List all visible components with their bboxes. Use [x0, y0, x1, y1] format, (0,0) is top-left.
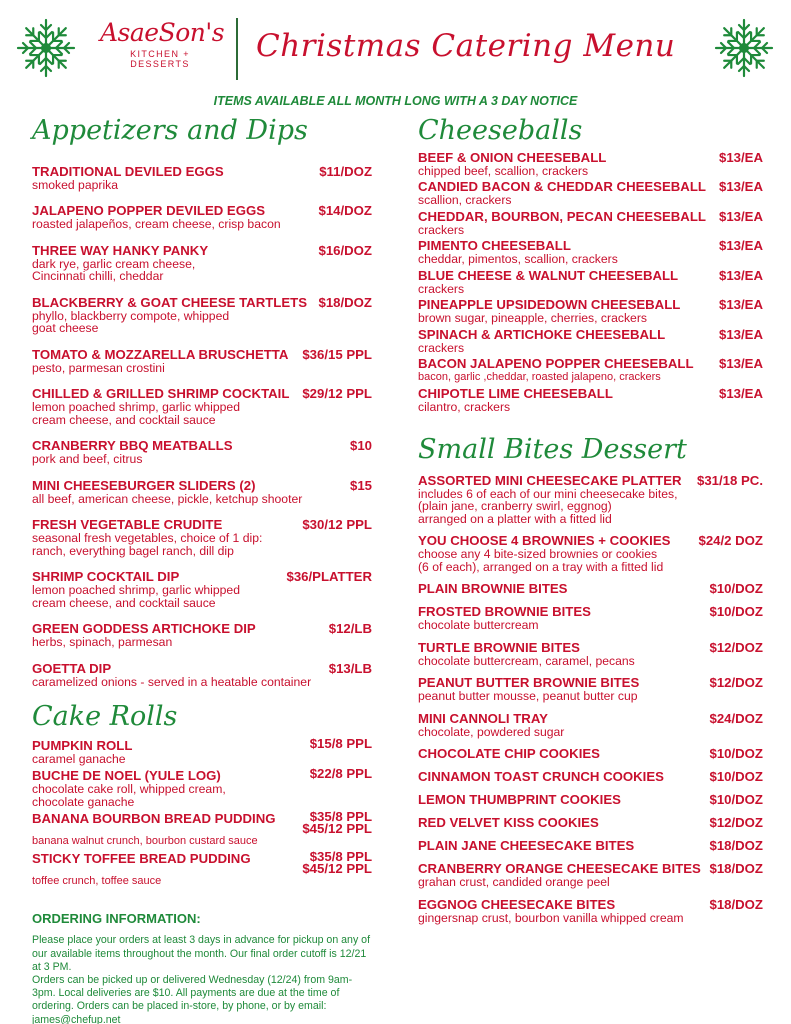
item-name: FRESH VEGETABLE CRUDITE — [32, 517, 223, 533]
item-price: $10/DOZ — [709, 581, 763, 597]
menu-item-row — [32, 438, 372, 453]
menu-item-row — [32, 621, 372, 636]
menu-item-row — [418, 150, 763, 165]
section-title-cheeseballs: Cheeseballs — [418, 115, 583, 146]
item-name: CRANBERRY BBQ MEATBALLS — [32, 438, 233, 454]
snowflake-icon — [712, 16, 776, 80]
item-description: roasted jalapeños, cream cheese, crisp bacon — [32, 217, 281, 232]
logo-name: AsaeSon's — [100, 18, 225, 47]
item-description: choose any 4 bite-sized brownies or cookies (6 of each), arranged on a tray with a fitted lid — [418, 547, 664, 574]
item-description: peanut butter mousse, peanut butter cup — [418, 689, 638, 704]
menu-item-row — [418, 268, 763, 283]
item-description: crackers — [418, 281, 465, 296]
menu-item-row — [418, 327, 763, 342]
item-price: $24/2 DOZ — [698, 533, 763, 549]
item-description: cheddar, pimentos, scallion, crackers — [418, 252, 618, 267]
menu-item — [418, 386, 763, 414]
item-description: cilantro, crackers — [418, 399, 511, 414]
menu-item — [32, 386, 372, 426]
menu-item-row — [32, 768, 372, 783]
menu-item — [418, 297, 763, 325]
item-description: herbs, spinach, parmesan — [32, 635, 173, 650]
logo-subtitle: KITCHEN + DESSERTS — [130, 49, 190, 69]
item-description: chocolate, powdered sugar — [418, 724, 565, 739]
item-price: $18/DOZ — [709, 838, 763, 854]
menu-item-row — [418, 640, 763, 655]
menu-item — [418, 769, 763, 784]
item-name: TURTLE BROWNIE BITES — [418, 639, 580, 655]
item-name: BLACKBERRY & GOAT CHEESE TARTLETS — [32, 294, 307, 310]
menu-item — [32, 735, 372, 766]
item-price: $18/DOZ — [318, 294, 372, 310]
menu-item — [32, 347, 372, 375]
menu-item-row — [32, 295, 372, 310]
menu-item — [32, 661, 372, 689]
item-name: BANANA BOURBON BREAD PUDDING — [32, 811, 276, 827]
menu-item — [418, 640, 763, 668]
item-description: pork and beef, citrus — [32, 452, 143, 467]
item-name: CHEDDAR, BOURBON, PECAN CHEESEBALL — [418, 208, 706, 224]
menu-item-row — [418, 746, 763, 761]
item-name: PLAIN JANE CHEESECAKE BITES — [418, 838, 635, 854]
item-price: $36/PLATTER — [286, 569, 372, 585]
menu-item-row — [418, 711, 763, 726]
item-description: dark rye, garlic cream cheese, Cincinnati chilli, cheddar — [32, 256, 196, 284]
item-name: PEANUT BUTTER BROWNIE BITES — [418, 675, 640, 691]
item-price: $10/DOZ — [709, 769, 763, 785]
item-description: smoked paprika — [32, 177, 119, 192]
page-title: Christmas Catering Menu — [256, 28, 676, 64]
item-name: SPINACH & ARTICHOKE CHEESEBALL — [418, 326, 666, 342]
item-price: $15/8 PPL — [309, 735, 372, 751]
item-name: FROSTED BROWNIE BITES — [418, 604, 591, 620]
item-price: $13/EA — [719, 267, 763, 283]
menu-item-row — [418, 838, 763, 853]
item-description: chocolate buttercream — [418, 618, 539, 633]
menu-item-row — [418, 356, 763, 371]
item-price: $13/EA — [719, 297, 763, 313]
item-price: $12/DOZ — [709, 639, 763, 655]
menu-item-row — [32, 661, 372, 676]
menu-item-row — [32, 517, 372, 532]
item-price: $36/15 PPL — [302, 346, 372, 362]
item-name: GREEN GODDESS ARTICHOKE DIP — [32, 621, 256, 637]
item-name: PINEAPPLE UPSIDEDOWN CHEESEBALL — [418, 297, 681, 313]
item-description: grahan crust, candided orange peel — [418, 875, 610, 890]
section-title-small-bites: Small Bites Dessert — [418, 434, 687, 466]
item-name: BUCHE DE NOEL (YULE LOG) — [32, 768, 221, 784]
item-description: banana walnut crunch, bourbon custard sauce — [32, 835, 258, 848]
menu-item-row — [418, 897, 763, 912]
menu-item — [418, 815, 763, 830]
menu-item-row — [32, 203, 372, 218]
item-name: RED VELVET KISS COOKIES — [418, 815, 599, 831]
menu-header — [0, 0, 791, 110]
menu-item-row — [418, 581, 763, 596]
item-description: toffee crunch, toffee sauce — [32, 874, 162, 887]
item-description: crackers — [418, 222, 465, 237]
menu-item — [418, 604, 763, 632]
item-price: $24/DOZ — [709, 710, 763, 726]
item-description: crackers — [418, 340, 465, 355]
menu-item — [418, 209, 763, 237]
small-bites-list — [418, 473, 763, 925]
item-description: pesto, parmesan crostini — [32, 360, 165, 375]
item-price: $11/DOZ — [319, 163, 372, 179]
menu-item — [418, 897, 763, 925]
item-name: STICKY TOFFEE BREAD PUDDING — [32, 850, 251, 866]
item-description: chipped beef, scallion, crackers — [418, 163, 589, 178]
menu-item — [418, 838, 763, 853]
item-description: bacon, garlic ,cheddar, roasted jalapeno, crackers — [418, 371, 661, 384]
item-name: CINNAMON TOAST CRUNCH COOKIES — [418, 769, 664, 785]
menu-item — [32, 295, 372, 335]
section-title-appetizers: Appetizers and Dips — [32, 115, 308, 146]
menu-item-row — [32, 478, 372, 493]
item-price: $12/DOZ — [709, 675, 763, 691]
menu-item — [32, 478, 372, 506]
menu-item — [418, 150, 763, 178]
item-name: THREE WAY HANKY PANKY — [32, 242, 209, 258]
item-name: LEMON THUMBPRINT COOKIES — [418, 792, 621, 808]
item-name: BEEF & ONION CHEESEBALL — [418, 149, 607, 165]
item-name: SHRIMP COCKTAIL DIP — [32, 569, 180, 585]
menu-item-row — [418, 473, 763, 488]
item-price: $16/DOZ — [318, 242, 372, 258]
menu-item — [418, 327, 763, 355]
item-name: CRANBERRY ORANGE CHEESECAKE BITES — [418, 861, 701, 877]
item-price: $22/8 PPL — [309, 766, 372, 782]
availability-notice: ITEMS AVAILABLE ALL MONTH LONG WITH A 3 DAY NOTICE — [213, 94, 578, 108]
menu-item-row — [418, 209, 763, 224]
item-description: phyllo, blackberry compote, whipped goat cheese — [32, 308, 230, 336]
item-description: all beef, american cheese, pickle, ketchup shooter — [32, 491, 303, 506]
menu-item-row — [32, 569, 372, 584]
item-description: seasonal fresh vegetables, choice of 1 dip: ranch, everything bagel ranch, dill dip — [32, 531, 263, 558]
menu-item-row — [418, 297, 763, 312]
brand-logo — [100, 18, 225, 69]
item-price: $10/DOZ — [709, 604, 763, 620]
menu-item-row — [32, 386, 372, 401]
menu-item — [32, 438, 372, 466]
menu-item — [32, 164, 372, 192]
item-name: CHILLED & GRILLED SHRIMP COCKTAIL — [32, 386, 290, 402]
menu-item-row — [418, 861, 763, 876]
item-description: caramel ganache — [32, 751, 126, 766]
item-name: MINI CHEESEBURGER SLIDERS (2) — [32, 477, 256, 493]
item-description: lemon poached shrimp, garlic whipped cream cheese, and cocktail sauce — [32, 400, 240, 427]
menu-item-row — [32, 347, 372, 362]
menu-item — [418, 581, 763, 596]
item-description: lemon poached shrimp, garlic whipped cream cheese, and cocktail sauce — [32, 583, 240, 610]
menu-item — [32, 243, 372, 283]
item-price: $13/LB — [328, 660, 372, 676]
item-description: gingersnap crust, bourbon vanilla whipped cream — [418, 910, 684, 925]
item-description: includes 6 of each of our mini cheesecake bites, (plain jane, cranberry swirl, eggnog) arranged on a platter with a fitted lid — [418, 486, 678, 526]
menu-item-row — [418, 675, 763, 690]
item-price: $29/12 PPL — [302, 386, 372, 402]
item-price: $10 — [349, 438, 372, 454]
menu-item-row — [418, 769, 763, 784]
header-divider — [236, 18, 238, 80]
menu-item-row — [418, 179, 763, 194]
menu-item-row — [418, 604, 763, 619]
menu-item-row — [418, 792, 763, 807]
item-price: $13/EA — [719, 326, 763, 342]
item-name: BACON JALAPENO POPPER CHEESEBALL — [418, 356, 694, 372]
item-price: $12/DOZ — [709, 815, 763, 831]
menu-item — [418, 792, 763, 807]
item-price: $18/DOZ — [709, 896, 763, 912]
menu-item — [418, 473, 763, 526]
cheeseballs-list — [418, 150, 763, 414]
item-price: $31/18 PC. — [697, 472, 763, 488]
section-title-cake-rolls: Cake Rolls — [32, 701, 178, 733]
item-price: $13/EA — [719, 179, 763, 195]
menu-item — [418, 711, 763, 739]
menu-item — [418, 268, 763, 296]
menu-item-row — [418, 533, 763, 548]
menu-item — [418, 356, 763, 384]
item-name: ASSORTED MINI CHEESECAKE PLATTER — [418, 472, 682, 488]
menu-item-row — [32, 164, 372, 179]
menu-item — [32, 768, 372, 808]
ordering-title: ORDERING INFORMATION: — [32, 911, 201, 927]
menu-item — [418, 533, 763, 573]
appetizers-list — [32, 164, 372, 689]
item-price: $13/EA — [719, 356, 763, 372]
item-name: GOETTA DIP — [32, 660, 112, 676]
menu-item-row — [418, 815, 763, 830]
menu-item-row — [418, 238, 763, 253]
left-column — [32, 116, 372, 1024]
menu-item-row — [32, 243, 372, 258]
item-price: $30/12 PPL — [302, 517, 372, 533]
menu-item — [418, 179, 763, 207]
item-price: $35/8 PPL $45/12 PPL — [302, 809, 372, 837]
cake-rolls-list — [32, 735, 372, 888]
ordering-text: Please place your orders at least 3 days in advance for pickup on any of our available items throughout the month. Our final order cutoff is 12/21 at 3 PM. Orders can be picked up or delivered Wednesday (12/24) from 9am-3pm. Local deliveries are $10. All payments are due at the time of ordering. Orders can be placed in-store, by phone, or by email: james@chefup.net — [32, 934, 371, 1024]
item-price: $15 — [349, 477, 372, 493]
item-name: YOU CHOOSE 4 BROWNIES + COOKIES — [418, 533, 671, 549]
item-price: $12/LB — [328, 621, 372, 637]
item-name: PUMPKIN ROLL — [32, 737, 133, 753]
item-price: $13/EA — [719, 238, 763, 254]
item-name: PLAIN BROWNIE BITES — [418, 581, 568, 597]
menu-item-row — [418, 386, 763, 401]
menu-item — [32, 621, 372, 649]
item-price: $14/DOZ — [318, 203, 372, 219]
item-name: JALAPENO POPPER DEVILED EGGS — [32, 203, 266, 219]
menu-item — [32, 517, 372, 557]
menu-item — [32, 569, 372, 609]
item-description: chocolate buttercream, caramel, pecans — [418, 653, 635, 668]
menu-item — [32, 203, 372, 231]
menu-item — [418, 746, 763, 761]
item-price: $13/EA — [719, 385, 763, 401]
item-name: CHOCOLATE CHIP COOKIES — [418, 746, 600, 762]
item-description: scallion, crackers — [418, 193, 512, 208]
item-name: MINI CANNOLI TRAY — [418, 710, 548, 726]
item-price: $10/DOZ — [709, 746, 763, 762]
menu-item — [32, 811, 372, 848]
item-price: $13/EA — [719, 208, 763, 224]
menu-item-row — [32, 811, 372, 835]
item-name: TOMATO & MOZZARELLA BRUSCHETTA — [32, 346, 289, 362]
item-description: brown sugar, pineapple, cherries, crackers — [418, 311, 647, 326]
menu-item-row — [32, 735, 372, 753]
menu-item-row — [32, 848, 372, 876]
item-price: $35/8 PPL $45/12 PPL — [302, 848, 372, 876]
ordering-info — [32, 911, 372, 1024]
item-description: chocolate cake roll, whipped cream, chocolate ganache — [32, 782, 226, 809]
item-name: PIMENTO CHEESEBALL — [418, 238, 571, 254]
menu-item — [418, 861, 763, 889]
item-description: caramelized onions - served in a heatable container — [32, 674, 312, 689]
item-price: $13/EA — [719, 149, 763, 165]
menu-item — [418, 238, 763, 266]
item-name: TRADITIONAL DEVILED EGGS — [32, 163, 224, 179]
item-price: $10/DOZ — [709, 792, 763, 808]
item-price: $18/DOZ — [709, 861, 763, 877]
snowflake-icon — [14, 16, 78, 80]
item-name: EGGNOG CHEESECAKE BITES — [418, 896, 616, 912]
item-name: CANDIED BACON & CHEDDAR CHEESEBALL — [418, 179, 706, 195]
right-column — [418, 116, 763, 924]
item-name: CHIPOTLE LIME CHEESEBALL — [418, 385, 613, 401]
menu-item — [418, 675, 763, 703]
item-name: BLUE CHEESE & WALNUT CHEESEBALL — [418, 267, 679, 283]
menu-item — [32, 848, 372, 888]
